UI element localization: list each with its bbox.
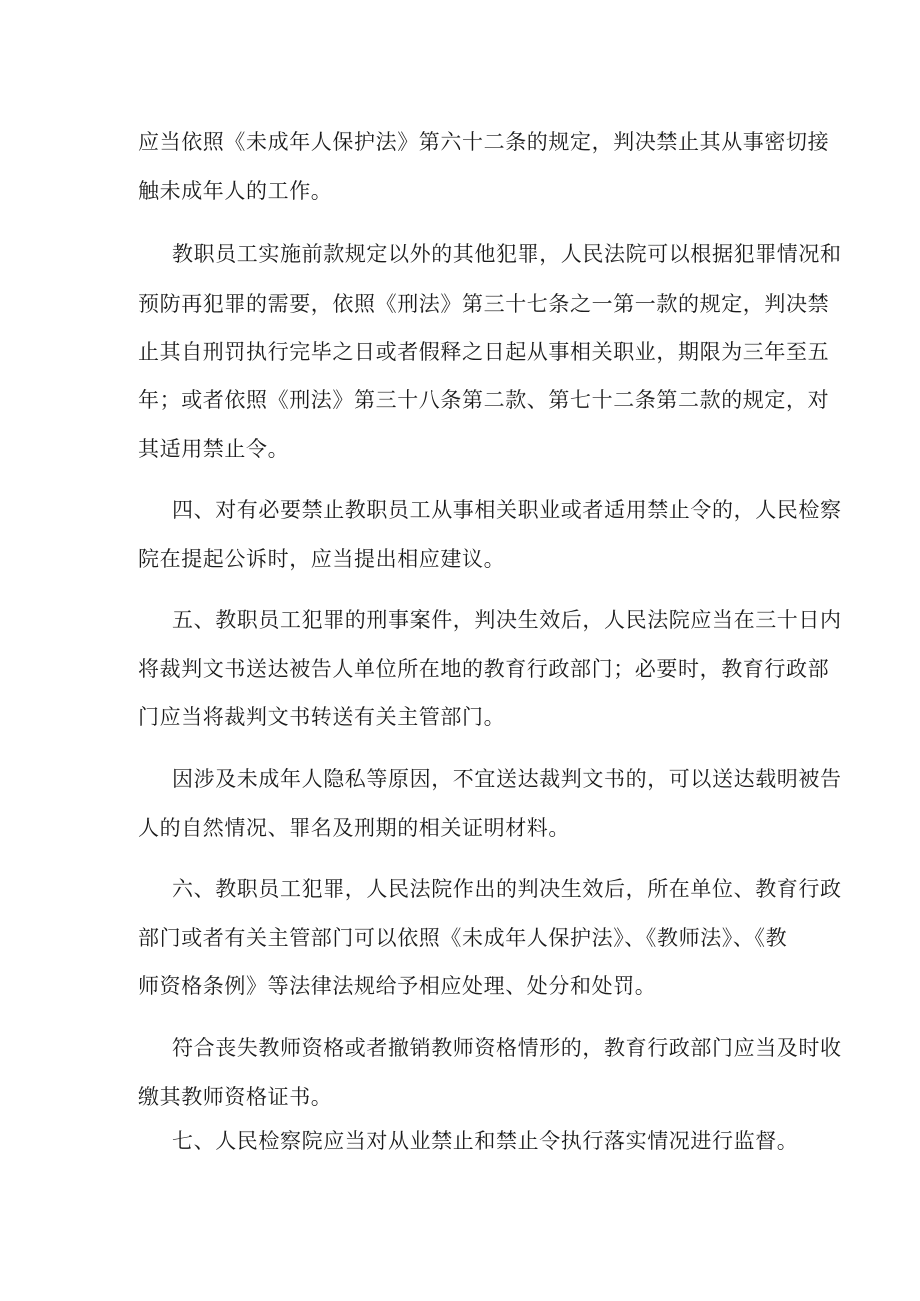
text-line: 院在提起公诉时，应当提出相应建议。 (138, 547, 506, 571)
text-line: 预防再犯罪的需要，依照《刑法》第三十七条之一第一款的规定，判决禁 (138, 292, 830, 316)
text-line: 人的自然情况、罪名及刑期的相关证明材料。 (138, 816, 570, 840)
text-line: 部门或者有关主管部门可以依照《未成年人保护法》、《教师法》、《教 (138, 926, 788, 950)
text-line: 四、对有必要禁止教职员工从事相关职业或者适用禁止令的，人民检察 (172, 498, 842, 522)
text-line: 六、教职员工犯罪，人民法院作出的判决生效后，所在单位、教育行政 (172, 877, 842, 901)
text-line: 师资格条例》等法律法规给予相应处理、处分和处罚。 (138, 974, 657, 998)
text-line: 其适用禁止令。 (138, 437, 290, 461)
text-line: 年；或者依照《刑法》第三十八条第二款、第七十二条第二款的规定，对 (138, 388, 830, 412)
text-line: 因涉及未成年人隐私等原因，不宜送达裁判文书的，可以送达载明被告 (172, 767, 842, 791)
text-line: 七、人民检察院应当对从业禁止和禁止令执行落实情况进行监督。 (172, 1129, 799, 1153)
text-line: 应当依照《未成年人保护法》第六十二条的规定，判决禁止其从事密切接 (138, 130, 830, 154)
text-line: 符合丧失教师资格或者撤销教师资格情形的，教育行政部门应当及时收 (172, 1036, 842, 1060)
text-line: 教职员工实施前款规定以外的其他犯罪，人民法院可以根据犯罪情况和 (172, 242, 842, 266)
text-line: 触未成年人的工作。 (138, 179, 333, 203)
text-line: 缴其教师资格证书。 (138, 1085, 333, 1109)
text-line: 门应当将裁判文书转送有关主管部门。 (138, 705, 506, 729)
text-line: 止其自刑罚执行完毕之日或者假释之日起从事相关职业，期限为三年至五 (138, 340, 830, 364)
text-line: 五、教职员工犯罪的刑事案件，判决生效后，人民法院应当在三十日内 (172, 608, 842, 632)
text-line: 将裁判文书送达被告人单位所在地的教育行政部门；必要时，教育行政部 (138, 657, 830, 681)
